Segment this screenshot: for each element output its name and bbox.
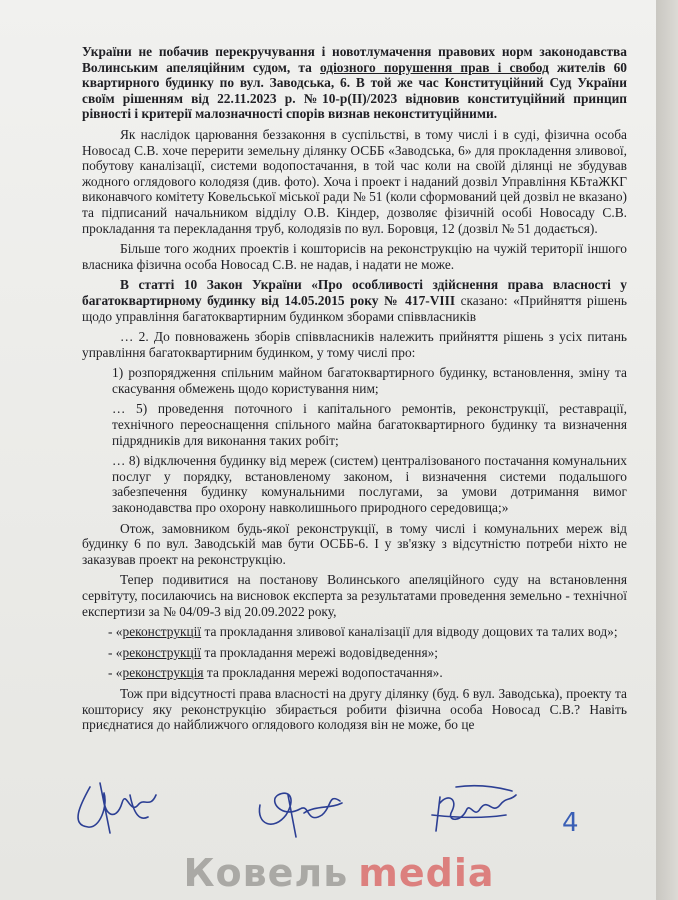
paragraph-5: … 2. До повноважень зборів співвласників належить прийняття рішень з усіх питань управління багатоквартирним будинком, у тому числі про: — [82, 329, 627, 360]
signature-1 — [78, 783, 156, 833]
quote-item-1: - «реконструкції та прокладання зливової каналізації для відводу дощових та талих вод»; — [108, 624, 618, 640]
paragraph-7: Тепер подивитися на постанову Волинського апеляційного суду на встановлення сервітуту, посилаючись на висновок експерта за результатами проведення земельно - технічної експертизи за № 04/09-3 від 20.09.2022 року, — [82, 572, 627, 619]
watermark-logo: Ковель media — [183, 850, 495, 895]
paragraph-3: Більше того жодних проектів і кошторисів на реконструкцію на чужій території іншого власника фізична особа Новосад С.В. не надав, і надати не може. — [82, 241, 627, 272]
signatures — [60, 775, 620, 845]
paragraph-1: України не побачив перекручування і новотлумачення правових норм законодавства Волинським апеляційним судом, та одіозного порушення прав і свобод жителів 60 квартирного будинку по вул. Заводська, 6. В той же час Конституційний Суд України своїм рішенням від 22.11.2023 р. №10-р(II)/2023 відновив конституційний принцип рівності і критерії малозначності спорів визнав неконституційними. — [82, 44, 627, 122]
paragraph-8: Тож при відсутності права власності на другу ділянку (буд. 6 вул. Заводська), проекту та кошторису яку реконструкцію збирається робити фізична особа Новосад С.В.? Навіть приєднатися до найближчого оглядового колодязя він не може, бо це — [82, 685, 627, 733]
list-item-1: 1) розпорядження спільним майном багатоквартирного будинку, встановлення, зміну та скасування обмежень щодо користування ним; — [112, 365, 627, 396]
paragraph-4: В статті 10 Закон України «Про особливості здійснення права власності у багатоквартирному будинку від 14.05.2015 року № 417-VIII сказано: «Прийняття рішень щодо управління багатоквартирним будинком зборами співвласників — [82, 277, 627, 324]
paragraph-2: Як наслідок царювання беззаконня в суспільстві, в тому числі і в суді, фізична особа Новосад С.В. хоче перерити земельну ділянку ОСББ «Заводська, 6» для прокладення зливової, побутову каналізації, системи водопостачання, в той час коли на своїй ділянці не збудував жодного оглядового колодязя (див. фото). Хоча і проект і наданий дозвіл Управління КБтаЖКГ виконавчого комітету Ковельської міської ради № 51 (коли сформований цей дозвіл не вказано) та підписаний начальником відділу О.В. Кіндер, дозволяє фізичній особі Новосаду С.В. прокладання та перекладання труб, колодязів по вул. Боровця, 12 (дозвіл № 51 додається). — [82, 126, 627, 236]
signature-3 — [432, 786, 516, 831]
underlined-phrase: одіозного порушення прав і свобод — [320, 59, 549, 75]
paragraph-6: Отож, замовником будь-якої реконструкції, в тому числі і комунальних мереж від будинку 6 по вул. Заводській мав бути ОСББ-6. І у зв'язку з відсутністю потреби ніхто не заказував проект на реконструкцію. — [82, 520, 627, 567]
list-item-8: … 8) відключення будинку від мереж (систем) централізованого постачання комунальних послуг у порядку, встановленому законом, і визначення системи подальшого забезпечення будинку комунальними послугами, за умови дотримання вимог законодавства про охорону навколишнього природного середовища;» — [112, 453, 627, 516]
signature-2 — [259, 793, 342, 837]
underlying-sheet — [656, 0, 678, 900]
quote-item-3: - «реконструкція та прокладання мережі водопостачання». — [108, 665, 443, 681]
list-item-5: … 5) проведення поточного і капітального ремонтів, реконструкції, реставрації, технічного переоснащення спільного майна багатоквартирного будинку та визначення підрядників для виконання таких робіт; — [112, 401, 627, 448]
page-number: 4 — [562, 808, 579, 838]
quote-item-2: - «реконструкції та прокладання мережі водовідведення»; — [108, 644, 439, 660]
document-body — [82, 44, 627, 738]
